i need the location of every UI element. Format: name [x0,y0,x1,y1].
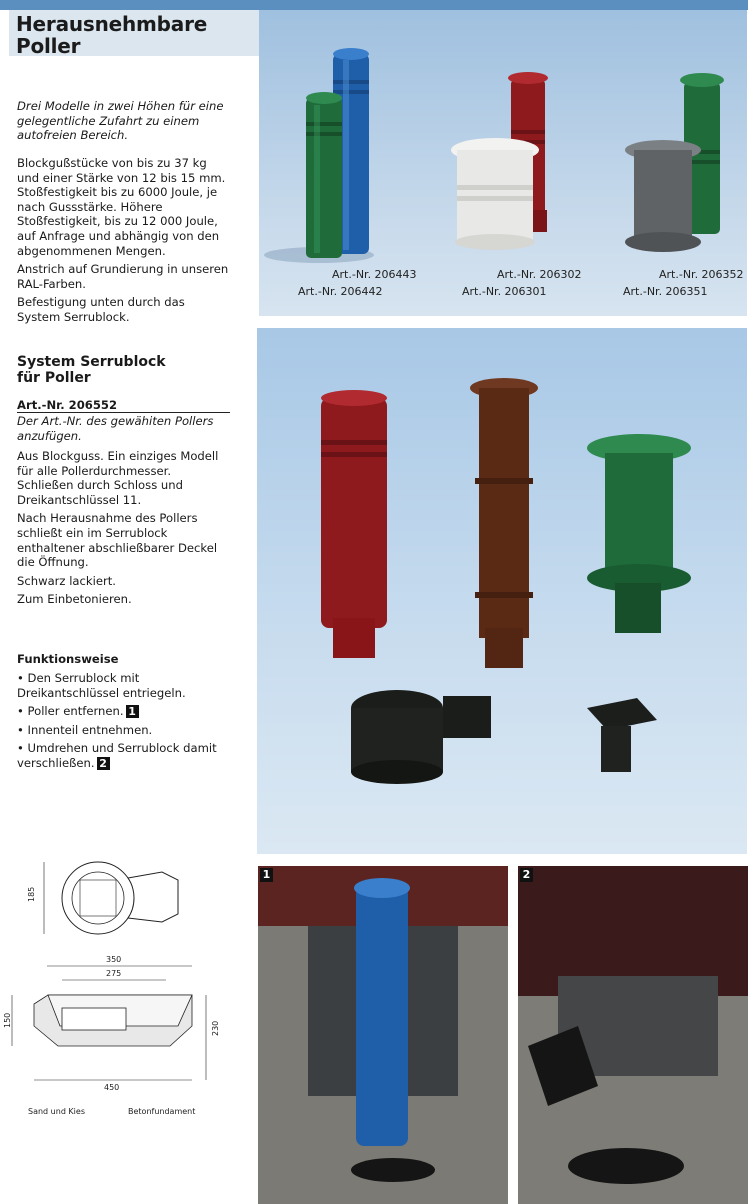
serrublock-paragraph: Zum Einbetonieren. [17,592,132,607]
serrublock-paragraph: Schwarz lackiert. [17,573,116,588]
description [17,156,231,329]
serrublock-paragraph: Nach Herausnahme des Pollers schließt ein im Serrublock enthaltener abschließbarer Deckel die Öffnung. [17,511,218,570]
dim-230: 230 [211,1020,220,1036]
howto-heading: Funktionsweise [17,652,119,666]
step-2-number: 2 [520,868,533,882]
article-number: Art.-Nr. 206552 [17,398,230,413]
green-bollard-large [587,434,691,633]
white-bollard [451,138,539,250]
howto-step: • Umdrehen und Serrublock damit verschließen. 2 [17,741,217,770]
dim-150: 150 [3,1012,12,1028]
step-badge: 2 [97,757,110,770]
green-bollard-short [306,92,342,258]
product-photo-bollards [259,10,747,316]
serrublock-illustration [257,328,747,854]
photo-step-1 [258,866,508,1204]
intro-text: Drei Modelle in zwei Höhen für eine gelegentliche Zufahrt zu einem autofreien Bereich. [17,99,224,143]
step-1-illustration [258,866,508,1204]
grey-bollard [625,140,701,252]
caption-206301: Art.-Nr. 206301 [462,285,547,298]
step-badge: 1 [126,705,139,718]
caption-206351: Art.-Nr. 206351 [623,285,708,298]
section-heading-serrublock [17,354,166,386]
caption-206352: Art.-Nr. 206352 [659,268,744,281]
technical-drawing [0,850,240,1130]
brown-bollard-large [470,378,538,668]
title-line-1: Herausnehmbare [16,12,208,36]
howto-step: • Innenteil entnehmen. [17,722,153,737]
title-line-2: Poller [16,34,81,58]
dim-275: 275 [106,969,122,978]
label-sand-kies: Sand und Kies [28,1107,85,1116]
serrublock-paragraph: Aus Blockguss. Ein einziges Modell für alle Pollerdurchmesser. Schließen durch Schloss und Dreikantschlüssel 11. [17,449,219,507]
serrublock-base [351,690,491,784]
section-heading-line-2: für Poller [17,370,91,386]
article-note: Der Art.-Nr. des gewähiten Pollers anzufügen. [17,414,214,443]
red-bollard-large [321,390,387,658]
product-photo-serrublock [257,328,747,854]
section-heading-line-1: System Serrublock [17,354,166,370]
step-1-number: 1 [260,868,273,882]
dim-450: 450 [104,1083,120,1092]
caption-206302: Art.-Nr. 206302 [497,268,582,281]
step-2-illustration [518,866,748,1204]
dim-350: 350 [106,955,122,964]
howto-step: • Poller entfernen. 1 [17,704,231,719]
photo-step-2 [518,866,748,1204]
description-paragraph: Blockgußstücke von bis zu 37 kg und einer Stärke von 12 bis 15 mm. Stoßfestigkeit bis zu 6000 Joule, je nach Gussstärke. Höhere Stoßfestigkeit, bis zu 12 000 Joule, auf Anfrage und abhängig von den abgenommenen Mengen. [17,156,226,258]
dim-185: 185 [27,886,36,902]
drawing-top-view [44,862,178,934]
page-title [16,13,207,57]
caption-206442: Art.-Nr. 206442 [298,285,383,298]
description-paragraph: Befestigung unten durch das System Serrublock. [17,295,185,324]
serrublock-description [17,449,231,611]
description-paragraph: Anstrich auf Grundierung in unseren RAL-Farben. [17,262,229,291]
header-bar [0,0,748,10]
drawing-section-view [12,966,206,1080]
caption-206443: Art.-Nr. 206443 [332,268,417,281]
howto-step: • Den Serrublock mit Dreikantschlüssel entriegeln. [17,671,186,700]
label-betonfundament: Betonfundament [128,1107,196,1116]
howto-steps [17,671,231,775]
serrublock-insert [587,698,657,772]
